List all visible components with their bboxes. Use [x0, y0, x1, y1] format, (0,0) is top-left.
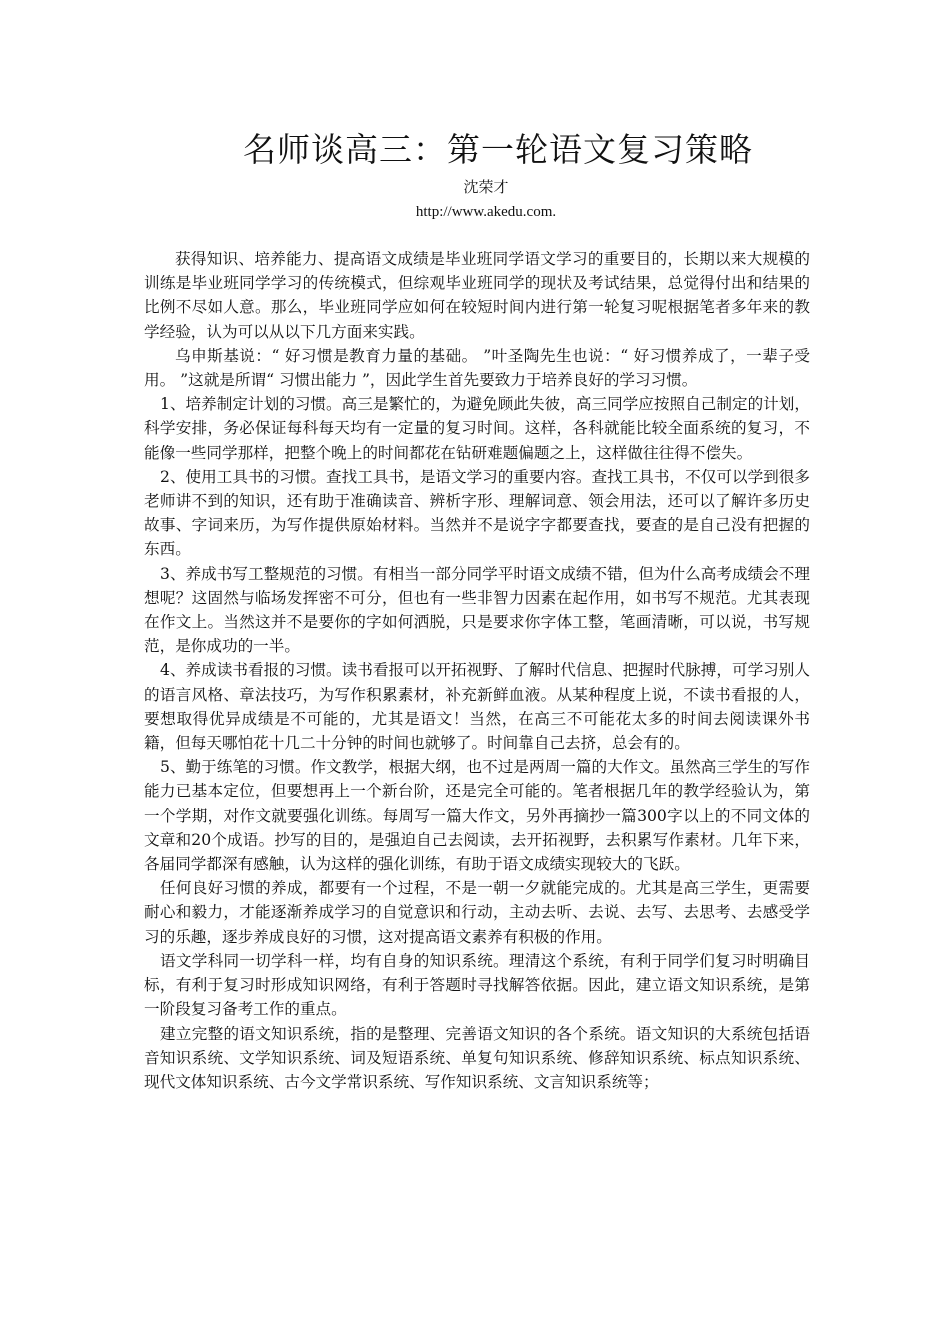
document-title: 名师谈高三：第一轮语文复习策略 — [243, 130, 753, 169]
paragraph-quote: 乌申斯基说：“ 好习惯是教育力量的基础。 ”叶圣陶先生也说：“ 好习惯养成了，一辈子受用。 ”这就是所谓“ 习惯出能力 ”，因此学生首先要致力于培养良好的学习习惯。 — [144, 346, 810, 390]
paragraph-summary: 任何良好习惯的养成，都要有一个过程，不是一朝一夕就能完成的。尤其是高三学生，更需要耐心和毅力，才能逐渐养成学习的自觉意识和行动，主动去听、去说、去写、去思考、去感受学习的乐趣，逐步养成良好的习惯，这对提高语文素养有积极的作用。 — [144, 879, 810, 946]
author-name: 沈荣才 — [463, 178, 509, 196]
article-body — [144, 247, 810, 1094]
paragraph-intro: 获得知识、培养能力、提高语文成绩是毕业班同学语文学习的重要目的，长期以来大规模的训练是毕业班同学学习的传统模式，但综观毕业班同学的现状及考试结果，总觉得付出和结果的比例不尽如人意。那么，毕业班同学应如何在较短时间内进行第一轮复习呢根据笔者多年来的教学经验，认为可以从以下几方面来实践。 — [144, 250, 810, 341]
paragraph-knowledge-system: 语文学科同一切学科一样，均有自身的知识系统。理清这个系统，有利于同学们复习时明确目标，有利于复习时形成知识网络，有利于答题时寻找解答依据。因此，建立语文知识系统，是第一阶段复习备考工作的重点。 — [144, 951, 810, 1019]
source-url: http://www.akedu.com. — [415, 204, 557, 220]
paragraph-habit-3: 3、养成书写工整规范的习惯。有相当一部分同学平时语文成绩不错，但为什么高考成绩会不理想呢？这固然与临场发挥密不可分，但也有一些非智力因素在起作用，如书写不规范。尤其表现在作文上。当然这并不是要你的字如何洒脱，只是要求你字体工整，笔画清晰，可以说，书写规范，是你成功的一半。 — [144, 564, 810, 656]
paragraph-habit-5: 5、勤于练笔的习惯。作文教学，根据大纲，也不过是两周一篇的大作文。虽然高三学生的写作能力已基本定位，但要想再上一个新台阶，还是完全可能的。笔者根据几年的教学经验认为，第一个学期，对作文就要强化训练。每周写一篇大作文，另外再摘抄一篇300字以上的不同文体的文章和20个成语。抄写的目的，是强迫自己去阅读，去开拓视野，去积累写作素材。几年下来，各届同学都深有感触，认为这样的强化训练，有助于语文成绩实现较大的飞跃。 — [144, 758, 810, 874]
paragraph-habit-4: 4、养成读书看报的习惯。读书看报可以开拓视野、了解时代信息、把握时代脉搏，可学习别人的语言风格、章法技巧，为写作积累素材，补充新鲜血液。从某种程度上说，不读书看报的人，要想取得优异成绩是不可能的，尤其是语文！当然，在高三不可能花太多的时间去阅读课外书籍，但每天哪怕花十几二十分钟的时间也就够了。时间靠自己去挤，总会有的。 — [144, 661, 810, 753]
paragraph-system-list: 建立完整的语文知识系统，指的是整理、完善语文知识的各个系统。语文知识的大系统包括语音知识系统、文学知识系统、词及短语系统、单复句知识系统、修辞知识系统、标点知识系统、现代文体知识系统、古今文学常识系统、写作知识系统、文言知识系统等； — [144, 1024, 810, 1091]
paragraph-habit-1: 1、培养制定计划的习惯。高三是繁忙的，为避免顾此失彼，高三同学应按照自己制定的计划，科学安排，务必保证每科每天均有一定量的复习时间。这样，各科就能比较全面系统的复习，不能像一些同学那样，把整个晚上的时间都花在钻研难题偏题之上，这样做往往得不偿失。 — [144, 395, 810, 462]
paragraph-habit-2: 2、使用工具书的习惯。查找工具书，是语文学习的重要内容。查找工具书，不仅可以学到很多老师讲不到的知识，还有助于准确读音、辨析字形、理解词意、领会用法，还可以了解许多历史故事、字词来历，为写作提供原始材料。当然并不是说字字都要查找，要查的是自己没有把握的东西。 — [144, 467, 810, 559]
